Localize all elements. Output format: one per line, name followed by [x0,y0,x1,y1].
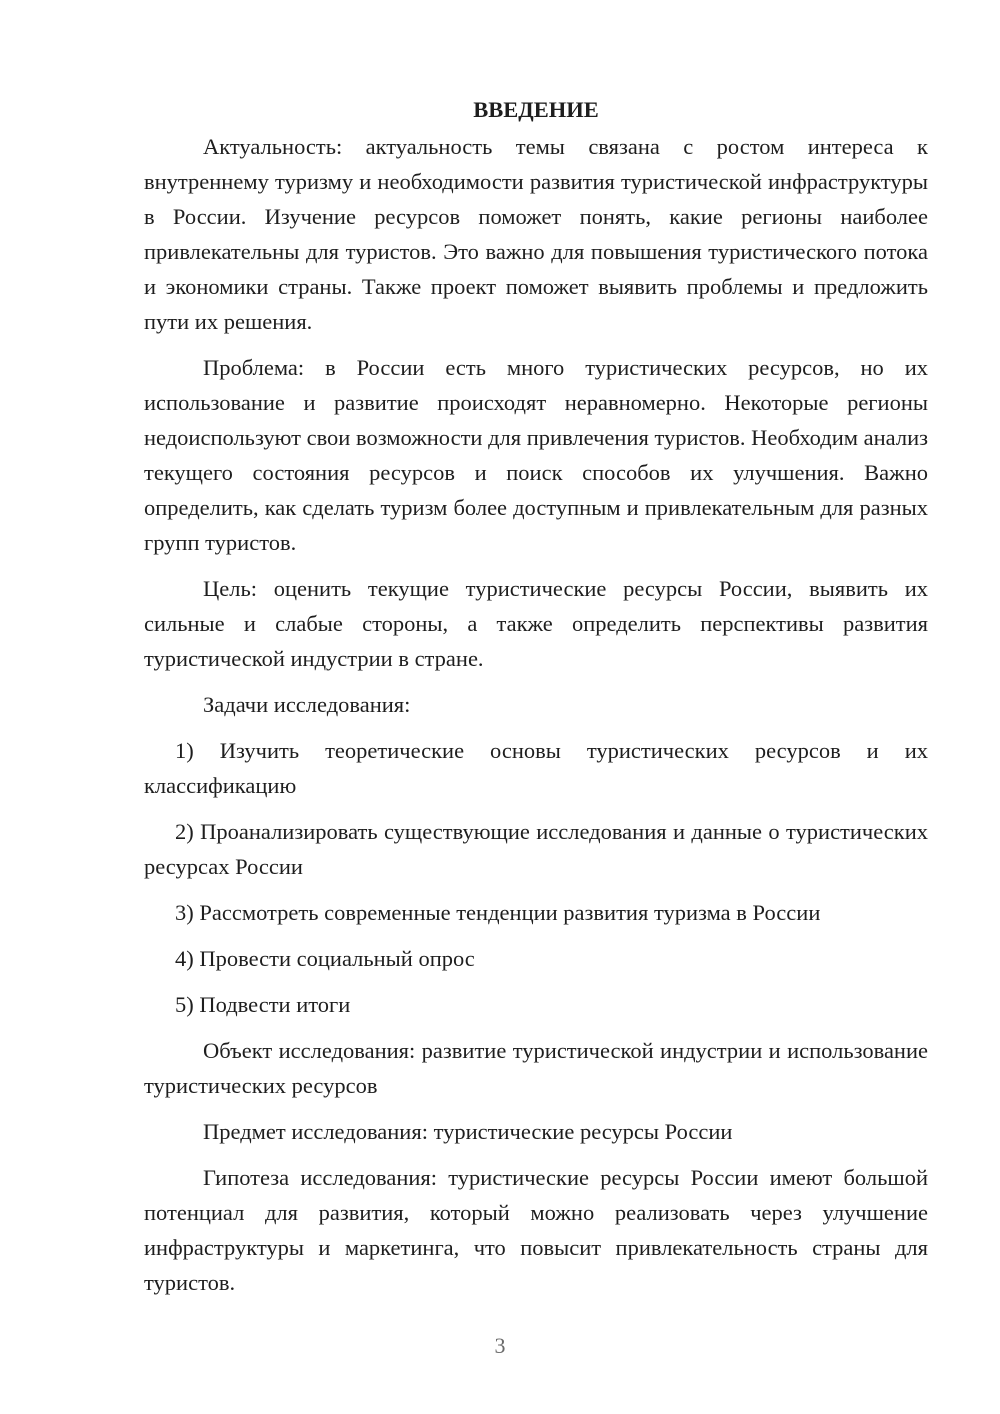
paragraph-goal: Цель: оценить текущие туристические ресурсы России, выявить их сильные и слабые стороны, а также определить перспективы развития туристической индустрии в стране. [144,576,928,671]
paragraph-hypothesis: Гипотеза исследования: туристические ресурсы России имеют большой потенциал для развития, который можно реализовать через улучшение инфраструктуры и маркетинга, что повысит привлекательность страны для туристов. [144,1165,928,1295]
list-item: 1) Изучить теоретические основы туристических ресурсов и их классификацию [144,738,928,798]
paragraph-problem: Проблема: в России есть много туристических ресурсов, но их использование и развитие происходят неравномерно. Некоторые регионы недоиспользуют свои возможности для привлечения туристов. Необходим анализ текущего состояния ресурсов и поиск способов их улучшения. Важно определить, как сделать туризм более доступным и привлекательным для разных групп туристов. [144,355,928,555]
page-number: 3 [494,1333,506,1358]
list-item: 4) Провести социальный опрос [175,946,475,971]
list-item: 3) Рассмотреть современные тенденции развития туризма в России [175,900,821,925]
paragraph-subject: Предмет исследования: туристические ресурсы России [203,1119,733,1144]
paragraph-relevance: Актуальность: актуальность темы связана с ростом интереса к внутреннему туризму и необходимости развития туристической инфраструктуры в России. Изучение ресурсов поможет понять, какие регионы наиболее привлекательны для туристов. Это важно для повышения туристического потока и экономики страны. Также проект поможет выявить проблемы и предложить пути их решения. [144,134,928,334]
list-item: 2) Проанализировать существующие исследования и данные о туристических ресурсах России [144,819,928,879]
document-page [144,92,928,1300]
list-item: 5) Подвести итоги [175,992,351,1017]
tasks-list [144,733,928,1022]
paragraph-object: Объект исследования: развитие туристической индустрии и использование туристических ресурсов [144,1038,928,1098]
section-title: ВВЕДЕНИЕ [473,97,599,122]
paragraph-tasks-heading: Задачи исследования: [203,692,411,717]
